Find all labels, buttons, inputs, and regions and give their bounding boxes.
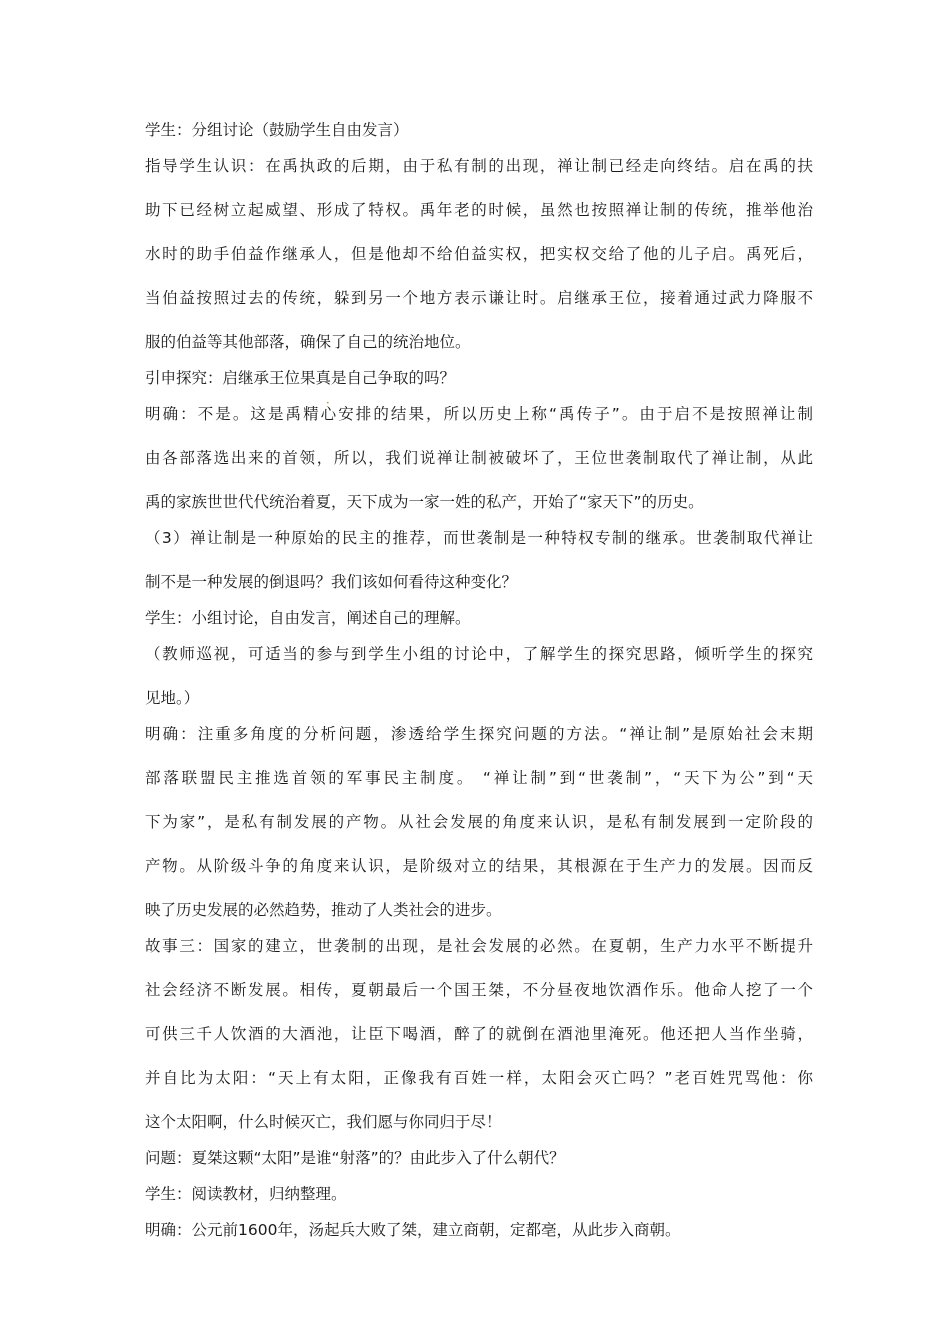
text-line: 服的伯益等其他部落，确保了自己的统治地位。 [145, 333, 471, 351]
text-line: 学生：阅读教材，归纳整理。 [145, 1185, 347, 1203]
text-line: 助下已经树立起威望、形成了特权。禹年老的时候，虽然也按照禅让制的传统，推举他治 [145, 201, 813, 219]
text-line: 故事三：国家的建立，世袭制的出现，是社会发展的必然。在夏朝，生产力水平不断提升 [145, 937, 813, 955]
text-line: 可供三千人饮酒的大酒池，让臣下喝酒，醉了的就倒在酒池里淹死。他还把人当作坐骑， [145, 1025, 813, 1043]
text-line: 学生：分组讨论（鼓励学生自由发言） [145, 121, 409, 139]
text-line: 映了历史发展的必然趋势，推动了人类社会的进步。 [145, 901, 502, 919]
text-line: 并自比为太阳：“天上有太阳，正像我有百姓一样，太阳会灭亡吗？”老百姓咒骂他：你 [145, 1069, 813, 1087]
text-line: 社会经济不断发展。相传，夏朝最后一个国王桀，不分昼夜地饮酒作乐。他命人挖了一个 [145, 981, 813, 999]
text-line: 这个太阳啊，什么时候灭亡，我们愿与你同归于尽！ [145, 1113, 502, 1131]
text-line: 部落联盟民主推选首领的军事民主制度。 “禅让制”到“世袭制”，“天下为公”到“天 [145, 769, 813, 787]
text-line: 指导学生认识：在禹执政的后期，由于私有制的出现，禅让制已经走向终结。启在禹的扶 [145, 157, 813, 175]
text-line: 明确：注重多角度的分析问题，渗透给学生探究问题的方法。“禅让制”是原始社会末期 [145, 725, 813, 743]
text-line: 当伯益按照过去的传统，躲到另一个地方表示谦让时。启继承王位，接着通过武力降服不 [145, 289, 813, 307]
text-line: 引申探究：启继承王位果真是自己争取的吗？ [145, 369, 456, 387]
text-line: 问题：夏桀这颗“太阳”是谁“射落”的？由此步入了什么朝代？ [145, 1149, 565, 1167]
text-line: 由各部落选出来的首领，所以，我们说禅让制被破坏了，王位世袭制取代了禅让制，从此 [145, 449, 813, 467]
text-line: 水时的助手伯益作继承人，但是他却不给伯益实权，把实权交给了他的儿子启。禹死后， [145, 245, 813, 263]
text-line: （教师巡视，可适当的参与到学生小组的讨论中，了解学生的探究思路，倾听学生的探究 [145, 645, 813, 663]
ink-speck-mark: • [326, 400, 330, 407]
text-line: 产物。从阶级斗争的角度来认识，是阶级对立的结果，其根源在于生产力的发展。因而反 [145, 857, 813, 875]
text-line: 明确：公元前1600年，汤起兵大败了桀，建立商朝，定都亳，从此步入商朝。 [145, 1221, 681, 1239]
text-line: 明确：不是。这是禹精心安排的结果，所以历史上称“禹传子”。由于启不是按照禅让制 [145, 405, 813, 423]
text-line: 下为家”，是私有制发展的产物。从社会发展的角度来认识，是私有制发展到一定阶段的 [145, 813, 813, 831]
text-line: （3）禅让制是一种原始的民主的推荐，而世袭制是一种特权专制的继承。世袭制取代禅让 [145, 529, 813, 547]
text-line: 学生：小组讨论，自由发言，阐述自己的理解。 [145, 609, 471, 627]
text-line: 见地。） [145, 689, 200, 707]
document-body [145, 118, 813, 1242]
text-line: 禹的家族世世代代统治着夏，天下成为一家一姓的私产，开始了“家天下”的历史。 [145, 493, 704, 511]
text-line: 制不是一种发展的倒退吗？我们该如何看待这种变化？ [145, 573, 518, 591]
